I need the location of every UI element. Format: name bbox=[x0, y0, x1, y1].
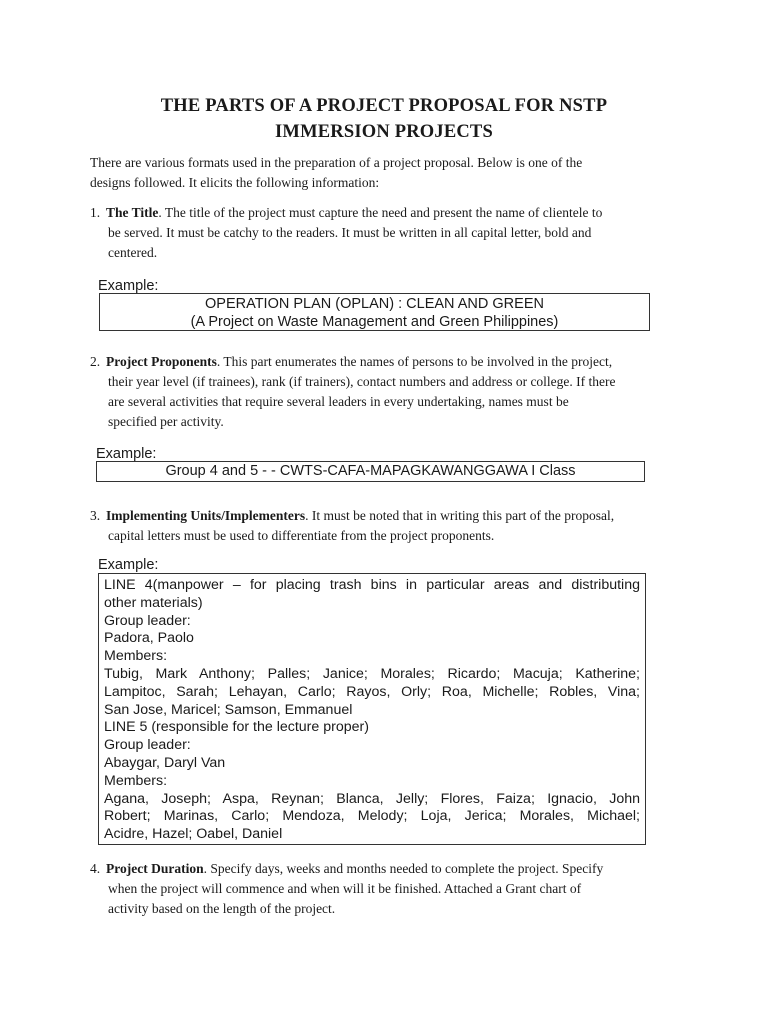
page-title bbox=[0, 93, 768, 145]
list-item-implementers bbox=[90, 506, 680, 546]
list-item-duration bbox=[90, 859, 680, 919]
title-line-1: THE PARTS OF A PROJECT PROPOSAL FOR NSTP bbox=[160, 96, 608, 116]
item-text-line: be served. It must be catchy to the readers. It must be written in all capital letter, bold and bbox=[108, 225, 592, 240]
example-label: Example: bbox=[98, 278, 159, 294]
list-number: 1. bbox=[90, 205, 101, 220]
item-text-line: their year level (if trainees), rank (if trainers), contact numbers and address or college. If there bbox=[108, 374, 616, 389]
item-text-line: . The title of the project must capture the need and present the name of clientele to bbox=[158, 205, 603, 220]
example-box-title bbox=[99, 293, 650, 331]
item-text-line: are several activities that require several leaders in every undertaking, names must be bbox=[108, 394, 569, 409]
example-line: Group leader: bbox=[104, 612, 191, 629]
item-text-line: centered. bbox=[108, 245, 158, 260]
item-text-line: . It must be noted that in writing this part of the proposal, bbox=[305, 508, 615, 523]
item-heading: The Title bbox=[106, 205, 159, 220]
example-line: Abaygar, Daryl Van bbox=[104, 754, 226, 771]
example-line: Group 4 and 5 - - CWTS-CAFA-MAPAGKAWANGGAWA I Class bbox=[165, 463, 576, 479]
example-line: Tubig, Mark Anthony; Palles; Janice; Morales; Ricardo; Macuja; Katherine; bbox=[104, 665, 640, 682]
example-line: Acidre, Hazel; Oabel, Daniel bbox=[104, 826, 283, 843]
example-line: other materials) bbox=[104, 594, 203, 611]
example-line: LINE 5 (responsible for the lecture proper) bbox=[104, 719, 369, 736]
example-line: Agana, Joseph; Aspa, Reynan; Blanca, Jelly; Flores, Faiza; Ignacio, John bbox=[104, 790, 640, 807]
intro-line-2: designs followed. It elicits the following information: bbox=[90, 175, 380, 190]
example-box-proponents bbox=[96, 461, 645, 482]
item-text-line: capital letters must be used to differentiate from the project proponents. bbox=[108, 528, 495, 543]
example-line: LINE 4(manpower – for placing trash bins in particular areas and distributing bbox=[104, 577, 640, 593]
intro-line-1: There are various formats used in the preparation of a project proposal. Below is one of the bbox=[90, 155, 583, 170]
example-box-implementers bbox=[98, 573, 646, 845]
item-text-line: when the project will commence and when will it be finished. Attached a Grant chart of bbox=[108, 881, 582, 896]
item-text-line: activity based on the length of the project. bbox=[108, 901, 336, 916]
list-item-title bbox=[90, 203, 680, 263]
example-line: Lampitoc, Sarah; Lehayan, Carlo; Rayos, Orly; Roa, Michelle; Robles, Vina; bbox=[104, 683, 640, 700]
title-line-2: IMMERSION PROJECTS bbox=[275, 122, 493, 142]
example-line: Members: bbox=[104, 772, 168, 789]
example-line: (A Project on Waste Management and Green Philippines) bbox=[190, 314, 559, 330]
example-line: Padora, Paolo bbox=[104, 630, 194, 647]
intro-paragraph bbox=[90, 153, 680, 193]
example-line: Members: bbox=[104, 648, 168, 665]
example-line: San Jose, Maricel; Samson, Emmanuel bbox=[104, 701, 353, 718]
item-text-line: . Specify days, weeks and months needed to complete the project. Specify bbox=[203, 861, 604, 876]
list-item-proponents bbox=[90, 352, 680, 432]
example-line: OPERATION PLAN (OPLAN) : CLEAN AND GREEN bbox=[205, 296, 544, 312]
example-label: Example: bbox=[98, 557, 159, 573]
list-number: 4. bbox=[90, 861, 101, 876]
list-number: 3. bbox=[90, 508, 101, 523]
list-number: 2. bbox=[90, 354, 101, 369]
item-text-line: specified per activity. bbox=[108, 414, 224, 429]
example-label: Example: bbox=[96, 446, 157, 462]
example-line: Robert; Marinas, Carlo; Mendoza, Melody; Loja, Jerica; Morales, Michael; bbox=[104, 808, 640, 825]
item-heading: Project Proponents bbox=[106, 354, 217, 369]
example-line: Group leader: bbox=[104, 737, 191, 754]
item-text-line: . This part enumerates the names of persons to be involved in the project, bbox=[216, 354, 613, 369]
item-heading: Implementing Units/Implementers bbox=[106, 508, 306, 523]
item-heading: Project Duration bbox=[106, 861, 204, 876]
